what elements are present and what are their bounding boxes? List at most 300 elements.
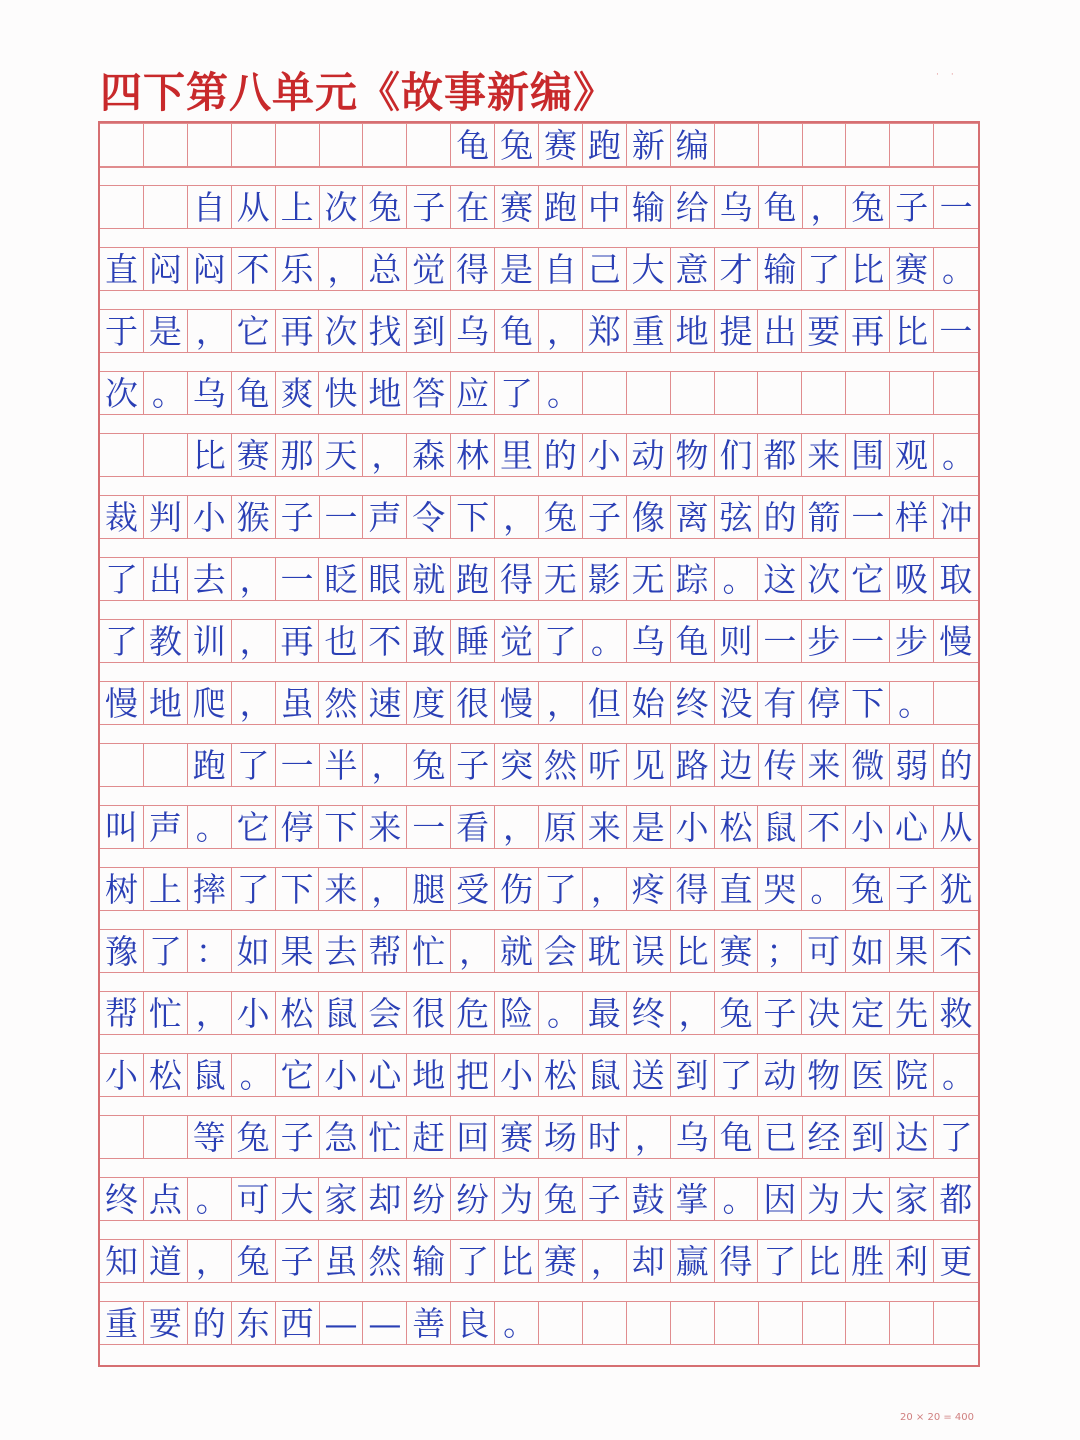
grid-cell [276,123,320,167]
grid-cell: ， [671,991,715,1035]
grid-cell: 猴 [232,495,276,539]
grid-cell: 赛 [539,1239,583,1283]
grid-cell [144,1115,188,1159]
essay-row [100,1177,978,1221]
grid-cell: 了 [144,929,188,973]
grid-cell: 地 [671,309,715,353]
essay-row [100,309,978,353]
grid-cell [846,1301,890,1345]
grid-cell: 摔 [188,867,232,911]
grid-cell: 一 [276,557,320,601]
grid-cell: 自 [539,247,583,291]
grid-cell: 了 [758,1239,802,1283]
grid-cell: 犹 [934,867,978,911]
grid-cell: 赶 [407,1115,451,1159]
grid-cell: 己 [583,247,627,291]
grid-cell: 兔 [539,1177,583,1221]
grid-cell: 回 [451,1115,495,1159]
grid-cell: 得 [671,867,715,911]
grid-cell: 鼠 [188,1053,232,1097]
grid-cell: 里 [495,433,539,477]
grid-cell: 救 [934,991,978,1035]
essay-row [100,681,978,725]
grid-cell [407,123,451,167]
grid-cell: 动 [627,433,671,477]
grid-cell: 了 [715,1053,759,1097]
grid-cell: 不 [232,247,276,291]
grid-cell: 兔 [363,185,407,229]
grid-cell: 训 [188,619,232,663]
grid-cell: ， [363,867,407,911]
grid-cell: 危 [451,991,495,1035]
grid-cell: 要 [802,309,846,353]
grid-cell: 兔 [846,867,890,911]
grid-cell: 得 [495,557,539,601]
grid-cell: 松 [715,805,759,849]
grid-cell: 比 [495,1239,539,1283]
grid-cell: 鼠 [583,1053,627,1097]
grid-cell: 都 [758,433,802,477]
grid-cell: 子 [276,1239,320,1283]
grid-cell: 自 [188,185,232,229]
grid-cell: 大 [627,247,671,291]
grid-cell: 箭 [803,495,847,539]
grid-cell: 。 [144,371,188,415]
grid-cell: 传 [759,743,803,787]
grid-cell [934,1301,978,1345]
grid-cell: 纷 [451,1177,495,1221]
grid-cell: 弦 [715,495,759,539]
grid-cell: 跑 [539,185,583,229]
grid-cell: 因 [758,1177,802,1221]
grid-cell: 样 [890,495,934,539]
grid-cell: 了 [451,1239,495,1283]
grid-cell: 乐 [276,247,320,291]
grid-cell: 不 [363,619,407,663]
grid-cell: ， [627,1115,671,1159]
grid-cell: 可 [802,929,846,973]
grid-cell: 子 [276,1115,320,1159]
grid-cell: 更 [934,1239,978,1283]
grid-cell: 声 [363,495,407,539]
grid-cell: 则 [715,619,759,663]
grid-cell: 善 [407,1301,451,1345]
grid-cell: 。 [802,867,846,911]
grid-cell: 从 [232,185,276,229]
grid-cell: 了 [495,371,539,415]
grid-cell: 可 [232,1177,276,1221]
grid-cell: 却 [627,1239,671,1283]
grid-cell: 慢 [100,681,144,725]
grid-cell: 赛 [495,185,539,229]
grid-cell [846,371,890,415]
grid-cell: 误 [627,929,671,973]
grid-cell: 家 [890,1177,934,1221]
grid-cell: 来 [319,867,363,911]
grid-cell: 出 [758,309,802,353]
grid-cell: 天 [319,433,363,477]
grid-cell: 掌 [671,1177,715,1221]
grid-cell: 定 [846,991,890,1035]
grid-cell: 了 [802,247,846,291]
grid-cell: 是 [144,309,188,353]
grid-cell: 了 [100,557,144,601]
grid-cell: 小 [188,495,232,539]
grid-cell: ； [758,929,802,973]
grid-cell: 影 [583,557,627,601]
grid-cell: 也 [319,619,363,663]
grid-cell: 无 [539,557,583,601]
grid-cell: 来 [802,433,846,477]
grid-cell: 送 [627,1053,671,1097]
essay-row [100,1239,978,1283]
grid-cell: 时 [583,1115,627,1159]
grid-cell: 松 [539,1053,583,1097]
grid-cell: ， [539,309,583,353]
grid-cell [144,185,188,229]
grid-cell: 找 [363,309,407,353]
grid-cell: 有 [758,681,802,725]
grid-cell: 就 [495,929,539,973]
grid-cell: 胜 [846,1239,890,1283]
grid-cell: 次 [319,309,363,353]
grid-cell: 。 [539,371,583,415]
grid-cell: 龟 [759,185,803,229]
grid-cell [100,743,144,787]
grid-cell: 围 [846,433,890,477]
grid-cell: 叫 [100,805,144,849]
grid-cell: 中 [583,185,627,229]
grid-cell: 停 [276,805,320,849]
grid-cell: 乌 [671,1115,715,1159]
grid-cell: ， [188,991,232,1035]
grid-cell: 会 [363,991,407,1035]
grid-cell: 很 [407,991,451,1035]
grid-cell: 果 [276,929,320,973]
grid-cell: 忙 [144,991,188,1035]
grid-cell: 速 [363,681,407,725]
grid-cell: 然 [319,681,363,725]
grid-cell: 无 [627,557,671,601]
grid-cell: 了 [100,619,144,663]
grid-cell: 。 [715,557,759,601]
grid-size-note: 20 × 20 = 400 [900,1412,975,1423]
grid-cell: 弱 [890,743,934,787]
grid-cell [232,123,276,167]
grid-cell: 兔 [495,123,539,167]
grid-cell: 小 [100,1053,144,1097]
grid-cell: 道 [144,1239,188,1283]
grid-cell: 。 [188,1177,232,1221]
grid-cell: 森 [407,433,451,477]
grid-cell: 突 [495,743,539,787]
grid-cell: 比 [846,247,890,291]
grid-cell: 子 [890,867,934,911]
grid-cell: 乌 [715,185,759,229]
grid-cell: 编 [671,123,715,167]
grid-cell: 知 [100,1239,144,1283]
grid-cell: 一 [320,495,364,539]
grid-cell: 离 [671,495,715,539]
grid-cell: ， [803,185,847,229]
grid-cell: 判 [144,495,188,539]
grid-cell: 原 [539,805,583,849]
grid-cell: 慢 [934,619,978,663]
grid-cell: 了 [539,619,583,663]
grid-cell: 虽 [319,1239,363,1283]
grid-cell [803,123,847,167]
grid-cell: 赛 [890,247,934,291]
grid-cell: 它 [846,557,890,601]
grid-cell [144,433,188,477]
grid-cell [188,123,232,167]
grid-cell [846,123,890,167]
grid-cell: ， [232,619,276,663]
grid-cell: 点 [144,1177,188,1221]
grid-cell: ， [583,867,627,911]
grid-cell [934,371,978,415]
grid-cell: 的 [934,743,978,787]
grid-cell: 一 [934,309,978,353]
grid-cell: 兔 [407,743,451,787]
grid-cell: 决 [802,991,846,1035]
grid-cell: 赢 [671,1239,715,1283]
grid-cell: 却 [363,1177,407,1221]
grid-cell: 。 [232,1053,276,1097]
grid-cell: 达 [890,1115,934,1159]
essay-row [100,247,978,291]
grid-cell: 。 [890,681,934,725]
grid-cell: 觉 [407,247,451,291]
grid-cell: 再 [276,309,320,353]
grid-cell: 的 [188,1301,232,1345]
grid-cell: 。 [539,991,583,1035]
grid-cell: 次 [320,185,364,229]
grid-cell [934,681,978,725]
grid-cell: 一 [934,185,978,229]
grid-cell: 的 [539,433,583,477]
grid-cell: 树 [100,867,144,911]
grid-cell: 院 [890,1053,934,1097]
grid-cell: 半 [320,743,364,787]
grid-cell: 它 [276,1053,320,1097]
grid-cell: 要 [144,1301,188,1345]
grid-cell: 终 [671,681,715,725]
grid-cell: 一 [407,805,451,849]
essay-row [100,433,978,477]
grid-cell: 吸 [890,557,934,601]
grid-cell [759,1301,803,1345]
grid-cell: 下 [276,867,320,911]
grid-cell: 取 [934,557,978,601]
grid-cell: 小 [846,805,890,849]
grid-cell: 如 [232,929,276,973]
grid-cell: ， [319,247,363,291]
grid-cell: 答 [407,371,451,415]
grid-cell [100,123,144,167]
grid-cell: 林 [451,433,495,477]
grid-cell: — [363,1301,407,1345]
grid-cell: 意 [671,247,715,291]
grid-cell: 子 [890,185,934,229]
grid-cell: ， [188,309,232,353]
grid-cell: 了 [232,743,276,787]
grid-cell: 一 [846,495,890,539]
grid-cell: 子 [758,991,802,1035]
grid-cell: 良 [451,1301,495,1345]
grid-cell: 纷 [407,1177,451,1221]
grid-cell [144,743,188,787]
grid-cell [100,433,144,477]
grid-cell: 应 [451,371,495,415]
grid-cell: 龟 [671,619,715,663]
grid-cell: 虽 [276,681,320,725]
grid-cell: 终 [627,991,671,1035]
grid-cell: 果 [890,929,934,973]
grid-cell: 。 [934,247,978,291]
grid-cell: 心 [363,1053,407,1097]
grid-cell: 等 [188,1115,232,1159]
grid-cell: 但 [583,681,627,725]
grid-cell: ， [232,557,276,601]
grid-cell: 来 [583,805,627,849]
grid-cell: ， [583,1239,627,1283]
grid-cell: 得 [715,1239,759,1283]
grid-cell: 去 [319,929,363,973]
grid-cell: 慢 [495,681,539,725]
grid-cell: 它 [232,805,276,849]
grid-cell: 觉 [495,619,539,663]
grid-cell: 家 [319,1177,363,1221]
grid-cell [715,1301,759,1345]
grid-cell: 场 [539,1115,583,1159]
grid-cell [934,123,978,167]
grid-cell: 不 [802,805,846,849]
grid-cell: ， [363,743,407,787]
grid-cell: 比 [802,1239,846,1283]
grid-cell: 赛 [232,433,276,477]
grid-cell: 。 [583,619,627,663]
grid-cell: 心 [890,805,934,849]
grid-cell: 敢 [407,619,451,663]
grid-cell: 眨 [319,557,363,601]
grid-cell: 子 [583,495,627,539]
essay-row [100,1053,978,1097]
grid-cell: 忙 [363,1115,407,1159]
grid-cell: ， [363,433,407,477]
grid-cell: 们 [715,433,759,477]
grid-cell: 快 [319,371,363,415]
grid-cell [627,371,671,415]
essay-grid-paper [98,121,980,1367]
grid-cell: 如 [846,929,890,973]
grid-cell: 。 [188,805,232,849]
grid-cell: 物 [671,433,715,477]
grid-cell [363,123,407,167]
grid-cell: 边 [715,743,759,787]
grid-cell: ， [495,805,539,849]
grid-cell: 到 [846,1115,890,1159]
grid-cell: 上 [144,867,188,911]
grid-cell [100,185,144,229]
grid-cell: 乌 [451,309,495,353]
grid-cell: 经 [803,1115,847,1159]
grid-cell: 下 [319,805,363,849]
grid-cell: 下 [846,681,890,725]
grid-cell [890,371,934,415]
grid-cell: 利 [890,1239,934,1283]
grid-cell: 就 [407,557,451,601]
grid-cell: 了 [934,1115,978,1159]
grid-cell: 睡 [451,619,495,663]
grid-cell: ， [539,681,583,725]
grid-cell: 帮 [100,991,144,1035]
grid-cell: 没 [715,681,759,725]
grid-cell: 输 [627,185,671,229]
essay-title-row [100,123,978,168]
grid-cell: 子 [407,185,451,229]
grid-cell: 龟 [451,123,495,167]
grid-cell: 动 [758,1053,802,1097]
grid-cell: 步 [890,619,934,663]
grid-cell: 令 [407,495,451,539]
grid-cell: 裁 [100,495,144,539]
grid-cell: 是 [495,247,539,291]
grid-cell: 松 [144,1053,188,1097]
grid-cell: 赛 [715,929,759,973]
grid-cell: 提 [715,309,759,353]
grid-cell: 为 [802,1177,846,1221]
grid-cell: 伤 [495,867,539,911]
grid-cell: 去 [188,557,232,601]
grid-cell: 松 [276,991,320,1035]
grid-cell [671,371,715,415]
grid-cell: 眼 [363,557,407,601]
grid-cell: 。 [715,1177,759,1221]
grid-cell: 它 [232,309,276,353]
grid-cell: 会 [539,929,583,973]
grid-cell: 西 [276,1301,320,1345]
grid-cell: 地 [407,1053,451,1097]
grid-cell [890,1301,934,1345]
grid-cell: ， [188,1239,232,1283]
grid-cell: 帮 [363,929,407,973]
essay-row [100,1115,978,1159]
grid-cell: 兔 [715,991,759,1035]
essay-row [100,743,978,787]
grid-cell: 终 [100,1177,144,1221]
grid-cell: 为 [495,1177,539,1221]
grid-cell: 。 [495,1301,539,1345]
grid-cell [671,1301,715,1345]
essay-row [100,495,978,539]
grid-cell: 然 [539,743,583,787]
grid-cell: 医 [846,1053,890,1097]
grid-cell: 到 [407,309,451,353]
grid-cell: 在 [451,185,495,229]
grid-cell: 的 [759,495,803,539]
grid-cell: 闷 [188,247,232,291]
grid-cell: 教 [144,619,188,663]
essay-row [100,991,978,1035]
grid-cell: 。 [934,433,978,477]
grid-cell: 输 [758,247,802,291]
grid-cell: 大 [276,1177,320,1221]
grid-cell: 于 [100,309,144,353]
grid-cell: 那 [276,433,320,477]
grid-cell: 听 [583,743,627,787]
grid-cell: 已 [759,1115,803,1159]
